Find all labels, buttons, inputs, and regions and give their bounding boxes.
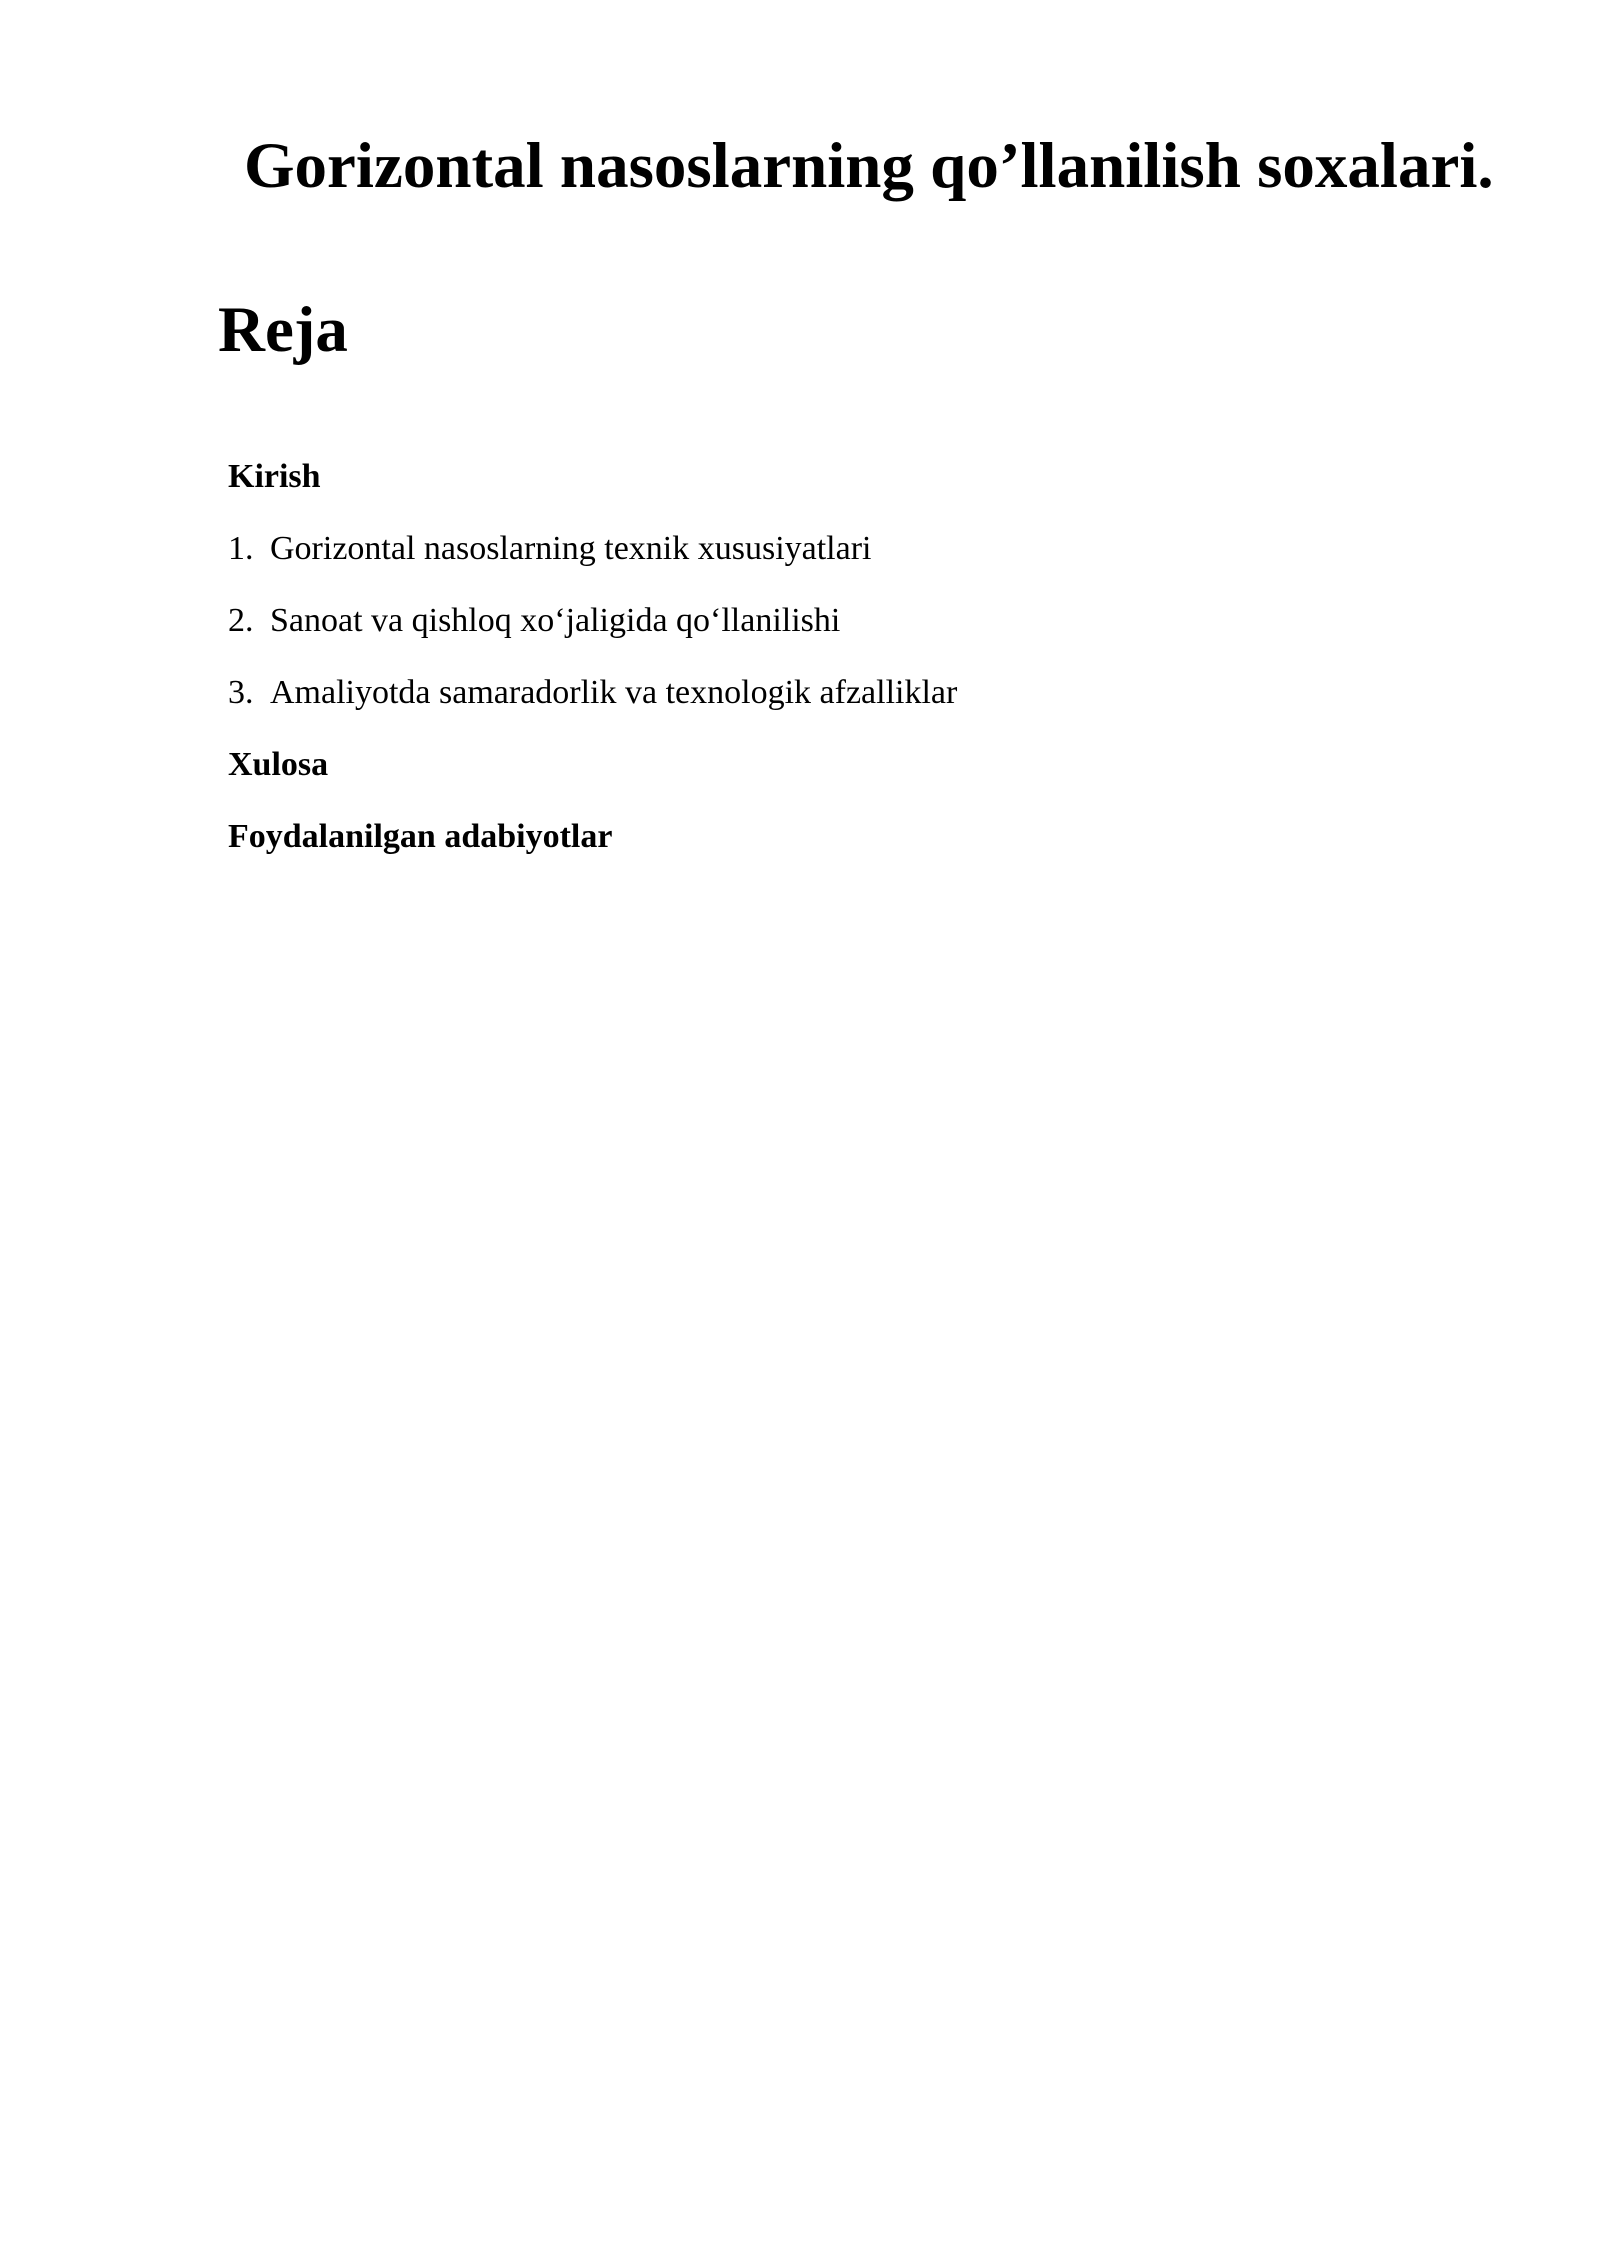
plan-item <box>228 524 957 596</box>
plan-item-number: 3. <box>228 674 254 711</box>
plan-item <box>228 596 957 668</box>
plan-heading: Reja <box>218 294 348 366</box>
document-title: Gorizontal nasoslarning qo’llanilish soxalari. <box>244 130 1494 202</box>
plan-item-number: 1. <box>228 530 254 567</box>
plan-intro: Kirish <box>228 458 321 495</box>
plan-item-text: Amaliyotda samaradorlik va texnologik afzalliklar <box>270 674 958 711</box>
plan-list <box>228 452 957 884</box>
plan-item-number: 2. <box>228 602 254 639</box>
plan-conclusion: Xulosa <box>228 746 329 783</box>
plan-item <box>228 668 957 740</box>
plan-item-text: Gorizontal nasoslarning texnik xususiyatlari <box>270 530 872 567</box>
plan-references: Foydalanilgan adabiyotlar <box>228 818 613 855</box>
plan-item-text: Sanoat va qishloq xo‘jaligida qo‘llanilishi <box>270 602 841 639</box>
